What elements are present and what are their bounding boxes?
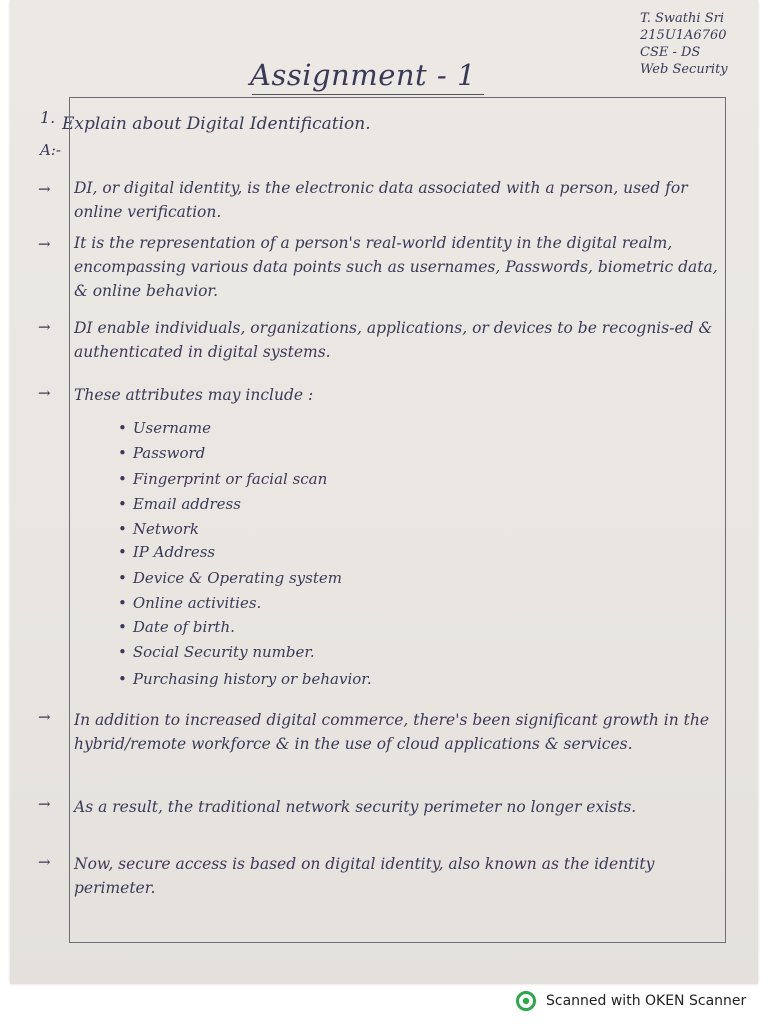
- paragraph-perimeter: As a result, the traditional network security perimeter no longer exists.: [74, 798, 637, 816]
- attribute-item: • Purchasing history or behavior.: [118, 670, 372, 688]
- scanner-logo-icon: [516, 991, 536, 1011]
- arrow-marker: →: [38, 384, 51, 402]
- arrow-marker: →: [38, 180, 51, 198]
- paragraph-representation: It is the representation of a person's real-world identity in the digital realm, encompassing various data points such as usernames, Passwords, biometric data, & online behavior.: [74, 234, 718, 300]
- arrow-marker: →: [38, 853, 51, 871]
- paragraph-hybrid-workforce: In addition to increased digital commerce, there's been significant growth in the hybrid/remote workforce & in the use of cloud applications & services.: [74, 711, 710, 753]
- author-name: T. Swathi Sri: [640, 11, 724, 26]
- attribute-item: • IP Address: [118, 543, 215, 561]
- subject: Web Security: [640, 62, 728, 77]
- answer-label: A:-: [40, 141, 61, 159]
- paragraph-recognition: DI enable individuals, organizations, applications, or devices to be recognis-ed & authenticated in digital systems.: [74, 319, 713, 361]
- paragraph-identity-perimeter: Now, secure access is based on digital identity, also known as the identity perimeter.: [74, 855, 655, 897]
- department: CSE - DS: [640, 45, 701, 60]
- attribute-item: • Online activities.: [118, 594, 261, 612]
- paragraph-definition: DI, or digital identity, is the electronic data associated with a person, used for online verification.: [74, 179, 688, 221]
- attribute-item: • Fingerprint or facial scan: [118, 470, 327, 488]
- attribute-item: • Date of birth.: [118, 618, 235, 636]
- scanner-watermark: [516, 990, 746, 1012]
- question-text: Explain about Digital Identification.: [62, 114, 371, 134]
- attribute-item: • Network: [118, 520, 199, 538]
- attribute-item: • Email address: [118, 495, 241, 513]
- scanner-text: Scanned with OKEN Scanner: [546, 993, 747, 1009]
- paper-sheet: [10, 0, 758, 984]
- assignment-title: Assignment - 1: [250, 58, 476, 92]
- question-number: 1.: [40, 108, 56, 127]
- arrow-marker: →: [38, 235, 51, 253]
- attribute-item: • Device & Operating system: [118, 569, 342, 587]
- arrow-marker: →: [38, 795, 51, 813]
- arrow-marker: →: [38, 318, 51, 336]
- arrow-marker: →: [38, 708, 51, 726]
- title-underline: [252, 94, 484, 95]
- roll-number: 215U1A6760: [640, 28, 727, 43]
- attribute-item: • Social Security number.: [118, 643, 315, 661]
- attribute-item: • Username: [118, 419, 211, 437]
- paragraph-attributes-intro: These attributes may include :: [74, 386, 314, 404]
- author-block: [640, 10, 760, 78]
- attribute-item: • Password: [118, 444, 205, 462]
